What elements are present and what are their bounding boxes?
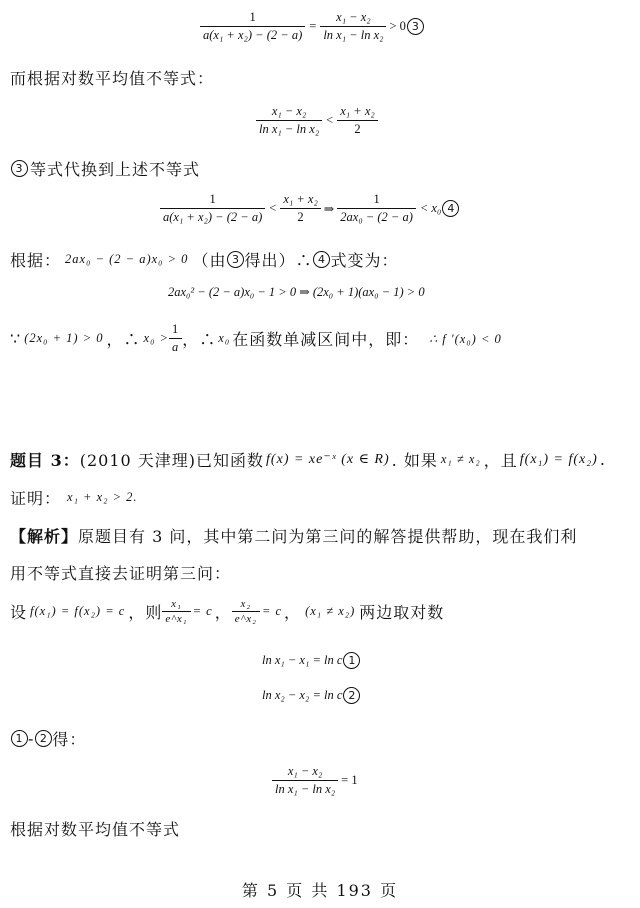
math-expression: x₀ [218, 331, 231, 345]
fraction [256, 104, 322, 137]
analysis-label: 【解析】 [10, 527, 79, 546]
page-footer: 第 5 页 共 193 页 [241, 881, 399, 900]
text: 原题目有 3 问，其中第二问为第三问的解答提供帮助，现在我们利 [78, 527, 578, 546]
text: 在函数单减区间中，即： [232, 330, 420, 349]
implies-arrow: ⇒ [323, 201, 335, 216]
text: 两边取对数 [359, 603, 445, 622]
substituted-inequality [160, 192, 459, 225]
numerator: 1 [373, 192, 380, 206]
circled-number-3: 3 [227, 251, 244, 268]
function-definition: f(x) = xe⁻ˣ (x ∈ R) [266, 452, 390, 467]
less-than-sign: < [269, 201, 277, 215]
math-expression: = 1 [341, 773, 358, 787]
circled-number-2: 2 [35, 730, 52, 747]
because-symbol: ∵ [10, 329, 22, 348]
text: 已知函数 [196, 451, 265, 470]
text-line [10, 598, 444, 625]
fraction [200, 10, 305, 43]
numerator: x₁ + x₂ [340, 104, 375, 118]
math-expression: = c [261, 604, 283, 618]
math-expression: (2x₀ + 1) > 0 [24, 331, 104, 345]
text: 式变为： [330, 251, 399, 270]
text: 得： [52, 730, 87, 749]
problem-label: 题目 3 [10, 451, 63, 470]
math-expression: ln x₁ − x₁ = ln c [262, 653, 343, 667]
denominator: a [169, 338, 182, 355]
text-line: 而根据对数平均值不等式： [10, 69, 215, 88]
circled-number-2: 2 [343, 687, 360, 704]
math-expression: f(x₁) = f(x₂) = c [30, 604, 126, 618]
numerator: x₂ [240, 598, 252, 610]
numerator: x₁ − x₂ [336, 10, 371, 24]
fraction [169, 322, 182, 355]
text: - [28, 729, 35, 748]
fraction [232, 598, 260, 625]
math-expression: 2ax₀ − (2 − a)x₀ > 0 [65, 252, 189, 266]
equation-2 [262, 687, 360, 704]
math-expression: x₁ + x₂ > 2. [67, 490, 138, 504]
fraction [162, 598, 190, 625]
numerator: 1 [209, 192, 216, 206]
text: ，且 [483, 451, 518, 470]
less-than-sign: < [326, 113, 334, 127]
circled-number-3: 3 [407, 18, 424, 35]
numerator: x₁ − x₂ [287, 764, 323, 778]
equation-ratio [272, 764, 358, 797]
denominator: ln x₁ − ln x₂ [320, 26, 386, 43]
text: ， [284, 603, 302, 622]
math-expression: = c [192, 604, 213, 618]
text: （由 [192, 251, 227, 270]
math-expression: ln x₂ − x₂ = ln c [262, 688, 343, 702]
text: ， [214, 603, 232, 622]
numerator: x₁ + x₂ [283, 192, 318, 206]
text: ，∴ [182, 330, 217, 349]
math-expression: ∴ f ′(x₀) < 0 [429, 331, 502, 346]
text: ，∴ [106, 330, 141, 349]
denominator: 2 [280, 208, 320, 225]
text: . [599, 450, 606, 469]
fraction [337, 104, 377, 137]
numerator: 1 [172, 322, 180, 336]
text: . 如果 [391, 451, 438, 470]
text-line [10, 322, 502, 355]
text-line [10, 727, 86, 750]
log-mean-inequality [256, 104, 378, 137]
denominator: e^x₂ [232, 611, 260, 625]
analysis-line-2: 用不等式直接去证明第三问： [10, 564, 232, 583]
text: 证明： [10, 489, 62, 508]
inequality-tail: > 0 [389, 19, 406, 33]
text-line [10, 248, 398, 271]
circled-number-4: 4 [313, 251, 330, 268]
denominator: e^x₁ [162, 611, 190, 625]
equals-sign: = [309, 19, 317, 33]
math-expression: x₁ ≠ x₂ [440, 452, 481, 466]
prove-line [10, 486, 138, 509]
circled-number-3: 3 [11, 160, 28, 177]
numerator: x₁ − x₂ [271, 104, 307, 118]
fraction [272, 764, 338, 797]
text: 设 [10, 603, 28, 622]
fraction [337, 192, 416, 225]
analysis-line-1 [10, 524, 577, 547]
circled-number-1: 1 [343, 652, 360, 669]
text-line: 根据对数平均值不等式 [10, 820, 181, 839]
inequality-tail: < x₀ [419, 201, 442, 215]
text: 根据： [10, 251, 62, 270]
math-expression: (x₁ ≠ x₂) [305, 604, 356, 618]
factored-inequality: 2ax₀² − (2 − a)x₀ − 1 > 0 ⇒ (2x₀ + 1)(ax₀ − 1) > 0 [168, 285, 425, 299]
denominator: 2 [337, 120, 377, 137]
denominator: ln x₁ − ln x₂ [272, 780, 338, 797]
fraction [280, 192, 320, 225]
text: 等式代换到上述不等式 [30, 160, 201, 179]
text: ： [62, 451, 80, 470]
circled-number-1: 1 [11, 730, 28, 747]
text-line [10, 157, 200, 180]
text: 得出）∴ [244, 251, 313, 270]
math-expression: x₀ > [143, 331, 170, 345]
problem-source: (2010 天津理) [79, 451, 197, 470]
denominator: ln x₁ − ln x₂ [256, 120, 322, 137]
numerator: x₁ [171, 598, 182, 610]
problem-heading [10, 448, 606, 471]
denominator: a(x₁ + x₂) − (2 − a) [200, 26, 305, 43]
fraction [160, 192, 265, 225]
fraction [320, 10, 386, 43]
equation-1 [262, 652, 360, 669]
equation-3 [200, 10, 424, 43]
denominator: a(x₁ + x₂) − (2 − a) [160, 208, 265, 225]
text: ，则 [128, 603, 163, 622]
denominator: 2ax₀ − (2 − a) [337, 208, 416, 225]
numerator: 1 [249, 10, 256, 24]
circled-number-4: 4 [442, 200, 459, 217]
math-expression: f(x₁) = f(x₂) [519, 451, 598, 467]
